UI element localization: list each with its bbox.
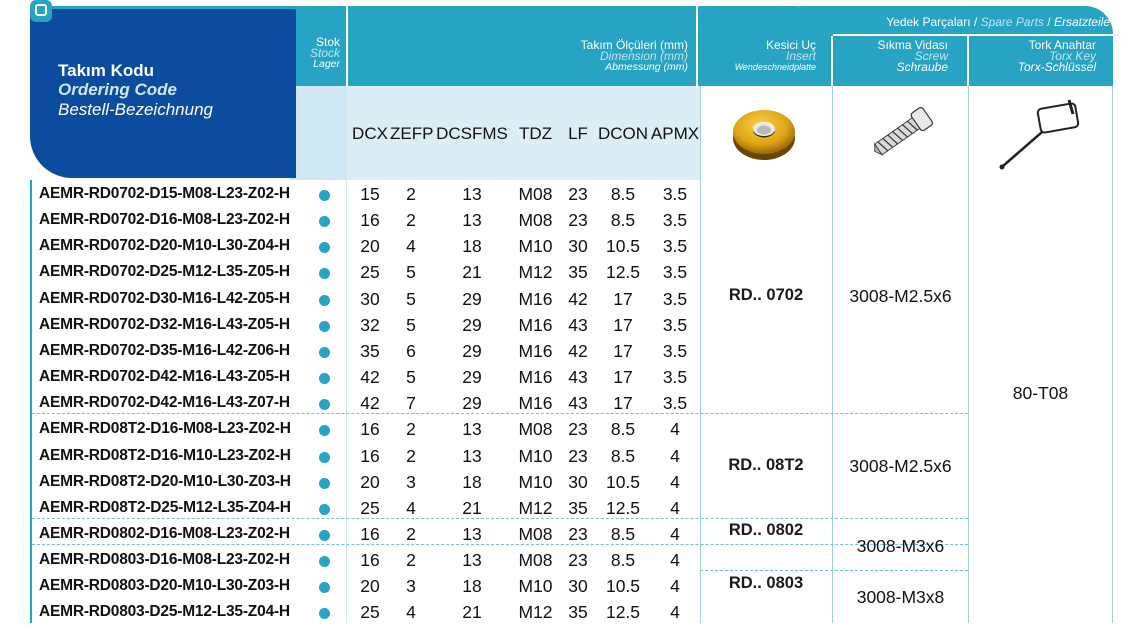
cell-dcx: 32 — [360, 314, 380, 335]
insert-label-de: Wendeschneidplatte — [734, 62, 816, 72]
stock-available-icon — [319, 504, 330, 515]
insert-label-en: Insert — [785, 49, 816, 63]
cell-tdz: M16 — [518, 367, 553, 388]
col-tdz: TDZ — [518, 124, 553, 143]
cell-tdz: M16 — [518, 314, 553, 335]
ordering-code: AEMR-RD08T2-D20-M10-L30-Z03-H — [39, 472, 291, 490]
cell-zefp: 4 — [406, 497, 416, 518]
cell-dcsfms: 13 — [462, 523, 482, 544]
cell-dcsfms: 29 — [462, 288, 482, 309]
cell-zefp: 2 — [406, 550, 416, 571]
screw-image — [833, 86, 968, 180]
cell-dcsfms: 29 — [462, 314, 482, 335]
ordering-code: AEMR-RD0702-D25-M12-L35-Z05-H — [39, 263, 290, 281]
cell-dcon: 8.5 — [610, 523, 636, 544]
stock-available-icon — [319, 452, 330, 463]
cell-zefp: 3 — [406, 576, 416, 597]
insert-image — [700, 86, 833, 180]
cell-tdz: M10 — [518, 576, 553, 597]
cell-dcon: 17 — [613, 288, 633, 309]
group-screw-0702: 3008-M2.5x6 — [849, 286, 952, 306]
cell-lf: 23 — [568, 550, 588, 571]
spare-sep-2: / — [1047, 15, 1051, 29]
stock-available-icon — [319, 295, 330, 306]
cell-dcsfms: 13 — [462, 550, 482, 571]
cell-apmx: 3.5 — [662, 340, 688, 361]
cell-dcsfms: 29 — [462, 393, 482, 414]
cell-apmx: 4 — [670, 602, 680, 623]
cell-apmx: 3.5 — [662, 393, 688, 414]
cell-apmx: 4 — [670, 471, 680, 492]
insert-image-cell — [700, 86, 833, 180]
cell-dcx: 16 — [360, 210, 380, 231]
cell-dcsfms: 29 — [462, 340, 482, 361]
cell-dcon: 17 — [613, 367, 633, 388]
cell-zefp: 5 — [406, 367, 416, 388]
cell-tdz: M08 — [518, 523, 553, 544]
cell-apmx: 4 — [670, 550, 680, 571]
cell-dcon: 8.5 — [610, 210, 636, 231]
group-insert-0803: RD.. 0803 — [728, 574, 804, 592]
cell-apmx: 3.5 — [662, 210, 688, 231]
stock-available-icon — [319, 190, 330, 201]
corner-square-icon — [35, 4, 47, 16]
cell-dcx: 16 — [360, 419, 380, 440]
cell-lf: 35 — [568, 602, 588, 623]
ordering-code: AEMR-RD0803-D25-M12-L35-Z04-H — [39, 603, 290, 621]
ordering-code: AEMR-RD0702-D42-M16-L43-Z07-H — [39, 394, 290, 412]
col-dcon: DCON — [597, 124, 649, 143]
cell-dcsfms: 18 — [462, 471, 482, 492]
cell-tdz: M12 — [518, 497, 553, 518]
cell-dcsfms: 18 — [462, 236, 482, 257]
cell-dcx: 20 — [360, 236, 380, 257]
cell-lf: 30 — [568, 471, 588, 492]
cell-dcon: 12.5 — [605, 602, 641, 623]
cell-tdz: M08 — [518, 184, 553, 204]
cell-dcsfms: 13 — [462, 445, 482, 466]
group-screw-08t2: 3008-M2.5x6 — [849, 456, 952, 476]
cell-dcsfms: 13 — [462, 184, 482, 204]
cell-dcon: 8.5 — [610, 184, 636, 204]
cell-zefp: 2 — [406, 523, 416, 544]
cell-lf: 30 — [568, 576, 588, 597]
torx-key-image — [969, 86, 1113, 180]
cell-dcon: 17 — [613, 340, 633, 361]
cell-dcon: 10.5 — [605, 576, 641, 597]
screw-label-tr: Sıkma Vidası — [877, 38, 948, 52]
cell-dcon: 10.5 — [605, 471, 641, 492]
group-insert-08t2: RD.. 08T2 — [728, 456, 804, 474]
cell-zefp: 4 — [406, 602, 416, 623]
spare-sep-1: / — [973, 15, 978, 29]
cell-lf: 43 — [568, 314, 588, 335]
cell-lf: 23 — [568, 184, 588, 204]
ordering-code: AEMR-RD0702-D30-M16-L42-Z05-H — [39, 289, 290, 307]
spare-parts-title — [820, 15, 1110, 29]
group-insert-0702: RD.. 0702 — [728, 286, 804, 304]
cell-dcsfms: 13 — [462, 210, 482, 231]
cell-zefp: 4 — [406, 236, 416, 257]
cell-dcx: 35 — [360, 340, 380, 361]
stock-available-icon — [319, 478, 330, 489]
cell-tdz: M08 — [518, 550, 553, 571]
col-dcsfms: DCSFMS — [436, 124, 508, 143]
stock-label-en: Stock — [309, 46, 340, 60]
cell-lf: 35 — [568, 497, 588, 518]
cell-apmx: 3.5 — [662, 314, 688, 335]
cell-dcsfms: 29 — [462, 367, 482, 388]
cell-dcx: 20 — [360, 576, 380, 597]
cell-lf: 35 — [568, 262, 588, 283]
ordering-title-en: Ordering Code — [58, 80, 178, 99]
ordering-title-de: Bestell-Bezeichnung — [58, 100, 213, 119]
ordering-code: AEMR-RD0702-D35-M16-L42-Z06-H — [39, 341, 290, 359]
cell-lf: 43 — [568, 367, 588, 388]
cell-tdz: M16 — [518, 393, 553, 414]
key-image-cell — [969, 86, 1113, 180]
ordering-code: AEMR-RD08T2-D25-M12-L35-Z04-H — [39, 498, 291, 516]
cell-zefp: 5 — [406, 262, 416, 283]
cell-tdz: M08 — [518, 419, 553, 440]
cell-apmx: 4 — [670, 497, 680, 518]
spare-label-tr: Yedek Parçaları — [886, 15, 971, 29]
dimension-label-tr: Takım Ölçüleri (mm) — [580, 38, 688, 52]
cell-apmx: 3.5 — [662, 367, 688, 388]
stock-label-tr: Stok — [315, 35, 340, 49]
cell-dcsfms: 21 — [462, 497, 482, 518]
cell-dcx: 30 — [360, 288, 380, 309]
key-label-de: Torx-Schlüssel — [1017, 60, 1096, 74]
group-screw-0803: 3008-M3x8 — [856, 587, 945, 607]
cell-dcx: 42 — [360, 367, 380, 388]
cell-dcx: 20 — [360, 471, 380, 492]
screw-image-cell — [833, 86, 968, 180]
cell-dcx: 25 — [360, 497, 380, 518]
cell-dcsfms: 13 — [462, 419, 482, 440]
cell-lf: 42 — [568, 340, 588, 361]
ordering-code: AEMR-RD0803-D20-M10-L30-Z03-H — [39, 577, 290, 595]
cell-tdz: M12 — [518, 602, 553, 623]
ordering-code: AEMR-RD0702-D42-M16-L43-Z05-H — [39, 368, 290, 386]
stock-available-icon — [319, 321, 330, 332]
cell-dcx: 42 — [360, 393, 380, 414]
ordering-code: AEMR-RD08T2-D16-M10-L23-Z02-H — [39, 446, 291, 464]
cell-tdz: M16 — [518, 288, 553, 309]
screw-label-en: Screw — [914, 49, 948, 63]
cell-lf: 23 — [568, 445, 588, 466]
ordering-title-tr: Takım Kodu — [58, 61, 155, 80]
spare-label-de: Ersatzteile — [1053, 15, 1110, 29]
cell-apmx: 4 — [670, 445, 680, 466]
stock-available-icon — [319, 373, 330, 384]
cell-lf: 23 — [568, 210, 588, 231]
col-lf: LF — [568, 124, 588, 143]
cell-apmx: 4 — [670, 419, 680, 440]
ordering-code: AEMR-RD0803-D16-M08-L23-Z02-H — [39, 551, 290, 569]
cell-lf: 23 — [568, 523, 588, 544]
stock-label-de: Lager — [313, 58, 340, 70]
ordering-code: AEMR-RD08T2-D16-M08-L23-Z02-H — [39, 420, 291, 438]
cell-dcon: 12.5 — [605, 497, 641, 518]
cell-apmx: 3.5 — [662, 236, 688, 257]
cell-dcx: 16 — [360, 445, 380, 466]
cell-dcon: 17 — [613, 314, 633, 335]
cell-apmx: 4 — [670, 576, 680, 597]
cell-zefp: 5 — [406, 314, 416, 335]
key-label-en: Torx Key — [1049, 49, 1096, 63]
cell-dcon: 8.5 — [610, 419, 636, 440]
ordering-code: AEMR-RD0702-D20-M10-L30-Z04-H — [39, 237, 290, 255]
ordering-code: AEMR-RD0702-D16-M08-L23-Z02-H — [39, 211, 290, 229]
cell-lf: 43 — [568, 393, 588, 414]
cell-dcsfms: 21 — [462, 602, 482, 623]
cell-dcsfms: 18 — [462, 576, 482, 597]
stock-available-icon — [319, 530, 330, 541]
cell-zefp: 7 — [406, 393, 416, 414]
dimension-label-en: Dimension (mm) — [599, 49, 688, 63]
ordering-code: AEMR-RD0702-D32-M16-L43-Z05-H — [39, 315, 290, 333]
cell-dcon: 17 — [613, 393, 633, 414]
key-label-tr: Tork Anahtar — [1028, 38, 1096, 52]
cell-dcx: 16 — [360, 523, 380, 544]
cell-dcsfms: 21 — [462, 262, 482, 283]
cell-apmx: 3.5 — [662, 288, 688, 309]
cell-tdz: M10 — [518, 445, 553, 466]
screw-label-de: Schraube — [896, 60, 948, 74]
cell-apmx: 3.5 — [662, 184, 688, 204]
cell-zefp: 2 — [406, 419, 416, 440]
col-zefp: ZEFP — [390, 124, 434, 143]
cell-lf: 23 — [568, 419, 588, 440]
col-apmx: APMX — [650, 124, 700, 143]
cell-apmx: 3.5 — [662, 262, 688, 283]
cell-zefp: 2 — [406, 184, 416, 204]
cell-tdz: M10 — [518, 471, 553, 492]
ordering-code: AEMR-RD0702-D15-M08-L23-Z02-H — [39, 185, 290, 202]
torx-key-value: 80-T08 — [1012, 383, 1069, 403]
stock-available-icon — [319, 347, 330, 358]
group-separator — [700, 570, 968, 571]
cell-dcon: 10.5 — [605, 236, 641, 257]
cell-dcon: 8.5 — [610, 550, 636, 571]
cell-zefp: 6 — [406, 340, 416, 361]
cell-tdz: M12 — [518, 262, 553, 283]
cell-tdz: M08 — [518, 210, 553, 231]
cell-dcx: 25 — [360, 262, 380, 283]
cell-zefp: 2 — [406, 445, 416, 466]
cell-zefp: 2 — [406, 210, 416, 231]
dimension-label-de: Abmessung (mm) — [605, 61, 688, 73]
col-dcx: DCX — [352, 124, 388, 143]
cell-lf: 30 — [568, 236, 588, 257]
cell-tdz: M10 — [518, 236, 553, 257]
cell-dcon: 8.5 — [610, 445, 636, 466]
cell-dcx: 16 — [360, 550, 380, 571]
group-screw-0802: 3008-M3x6 — [856, 536, 945, 556]
cell-dcon: 12.5 — [605, 262, 641, 283]
group-insert-0802: RD.. 0802 — [728, 521, 804, 539]
spare-label-en: Spare Parts — [980, 15, 1044, 29]
cell-tdz: M16 — [518, 340, 553, 361]
cell-dcx: 15 — [360, 184, 380, 204]
cell-zefp: 3 — [406, 471, 416, 492]
cell-zefp: 5 — [406, 288, 416, 309]
cell-lf: 42 — [568, 288, 588, 309]
ordering-code: AEMR-RD0802-D16-M08-L23-Z02-H — [39, 524, 290, 542]
cell-apmx: 4 — [670, 523, 680, 544]
insert-label-tr: Kesici Uç — [765, 38, 816, 52]
cell-dcx: 25 — [360, 602, 380, 623]
